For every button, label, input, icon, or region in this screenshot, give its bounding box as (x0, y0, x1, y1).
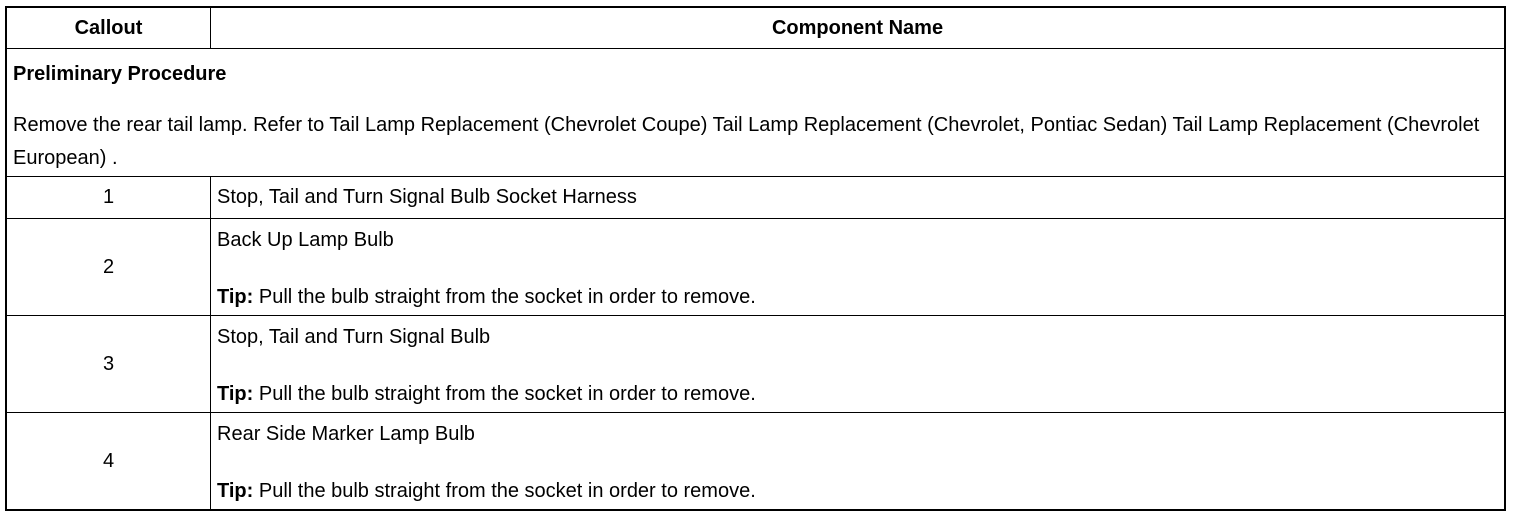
component-name-column-header: Component Name (771, 16, 944, 39)
component-name-text: Stop, Tail and Turn Signal Bulb Socket Harness (217, 186, 637, 208)
tip-label: Tip: (217, 480, 254, 502)
preliminary-procedure-row (7, 48, 1504, 176)
table-row (7, 176, 1504, 218)
callout-number: 3 (7, 316, 211, 412)
tip-text: Pull the bulb straight from the socket in order to remove. (253, 383, 756, 405)
component-name (211, 316, 1504, 412)
preliminary-procedure-text: Remove the rear tail lamp. Refer to Tail Lamp Replacement (Chevrolet Coupe) Tail Lamp Replacement (Chevrolet, Pontiac Sedan) Tail Lamp Replacement (Chevrolet European) . (13, 114, 1480, 169)
table-header-row (7, 8, 1504, 48)
tip-text: Pull the bulb straight from the socket in order to remove. (253, 286, 756, 308)
tip-label: Tip: (217, 286, 254, 308)
callout-number: 4 (7, 413, 211, 509)
callout-number: 2 (7, 219, 211, 315)
tip-note (217, 383, 1504, 406)
tip-label: Tip: (217, 383, 254, 405)
preliminary-procedure-title: Preliminary Procedure (13, 63, 227, 85)
component-name-text: Rear Side Marker Lamp Bulb (217, 423, 475, 445)
tip-text: Pull the bulb straight from the socket in order to remove. (253, 480, 756, 502)
tip-note (217, 286, 1504, 309)
component-name (211, 219, 1504, 315)
component-name-text: Stop, Tail and Turn Signal Bulb (217, 326, 491, 348)
table-row (7, 218, 1504, 315)
callout-number: 1 (7, 177, 211, 218)
callout-column-header: Callout (7, 8, 211, 48)
component-name (211, 177, 1504, 218)
table-row (7, 412, 1504, 509)
procedure-table (5, 6, 1506, 511)
tip-note (217, 480, 1504, 503)
table-row (7, 315, 1504, 412)
component-name (211, 413, 1504, 509)
component-name-text: Back Up Lamp Bulb (217, 229, 394, 251)
